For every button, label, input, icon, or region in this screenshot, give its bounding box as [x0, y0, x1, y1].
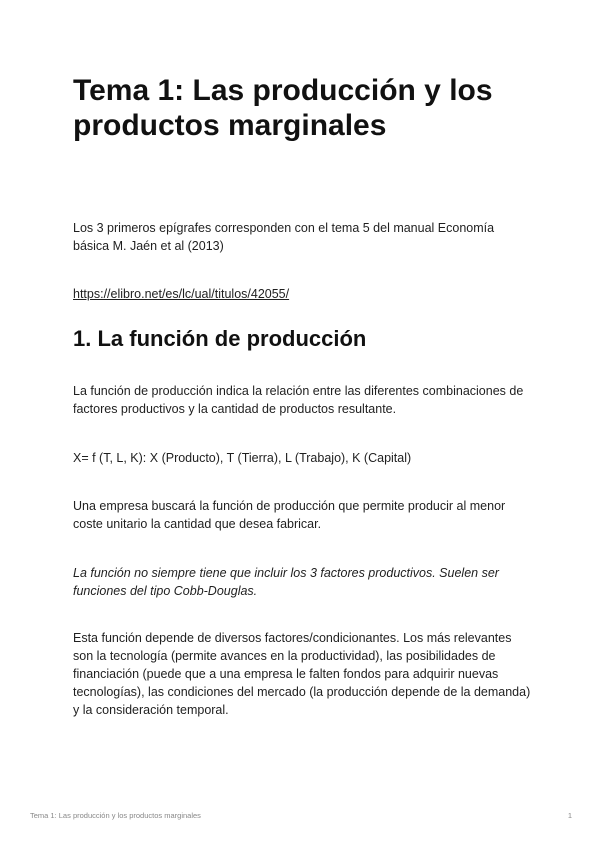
section-heading: 1. La función de producción: [73, 326, 367, 351]
page-title: Tema 1: Las producción y los productos marginales: [73, 74, 493, 142]
footer-title: Tema 1: Las producción y los productos marginales: [30, 811, 201, 820]
footer-page-number: 1: [567, 811, 572, 820]
paragraph-note: La función no siempre tiene que incluir los 3 factores productivos. Suelen ser funciones del tipo Cobb-Douglas.: [73, 566, 499, 598]
paragraph-formula: X= f (T, L, K): X (Producto), T (Tierra), L (Trabajo), K (Capital): [73, 451, 412, 465]
paragraph-definition: La función de producción indica la relación entre las diferentes combinaciones de factores productivos y la cantidad de productos resultante.: [73, 384, 524, 416]
reference-link[interactable]: https://elibro.net/es/lc/ual/titulos/42055/: [73, 287, 290, 301]
paragraph-factors: Esta función depende de diversos factores/condicionantes. Los más relevantes son la tecnología (permite avances en la productividad), las posibilidades de financiación (puede que a una empresa le falten fondos para adquirir nuevas tecnologías), las condiciones del mercado (la producción depende de la demanda) y la consideración temporal.: [73, 631, 531, 717]
paragraph-cost: Una empresa buscará la función de producción que permite producir al menor coste unitario la cantidad que desea fabricar.: [73, 499, 506, 531]
intro-paragraph: Los 3 primeros epígrafes corresponden con el tema 5 del manual Economía básica M. Jaén et al (2013): [73, 221, 495, 253]
